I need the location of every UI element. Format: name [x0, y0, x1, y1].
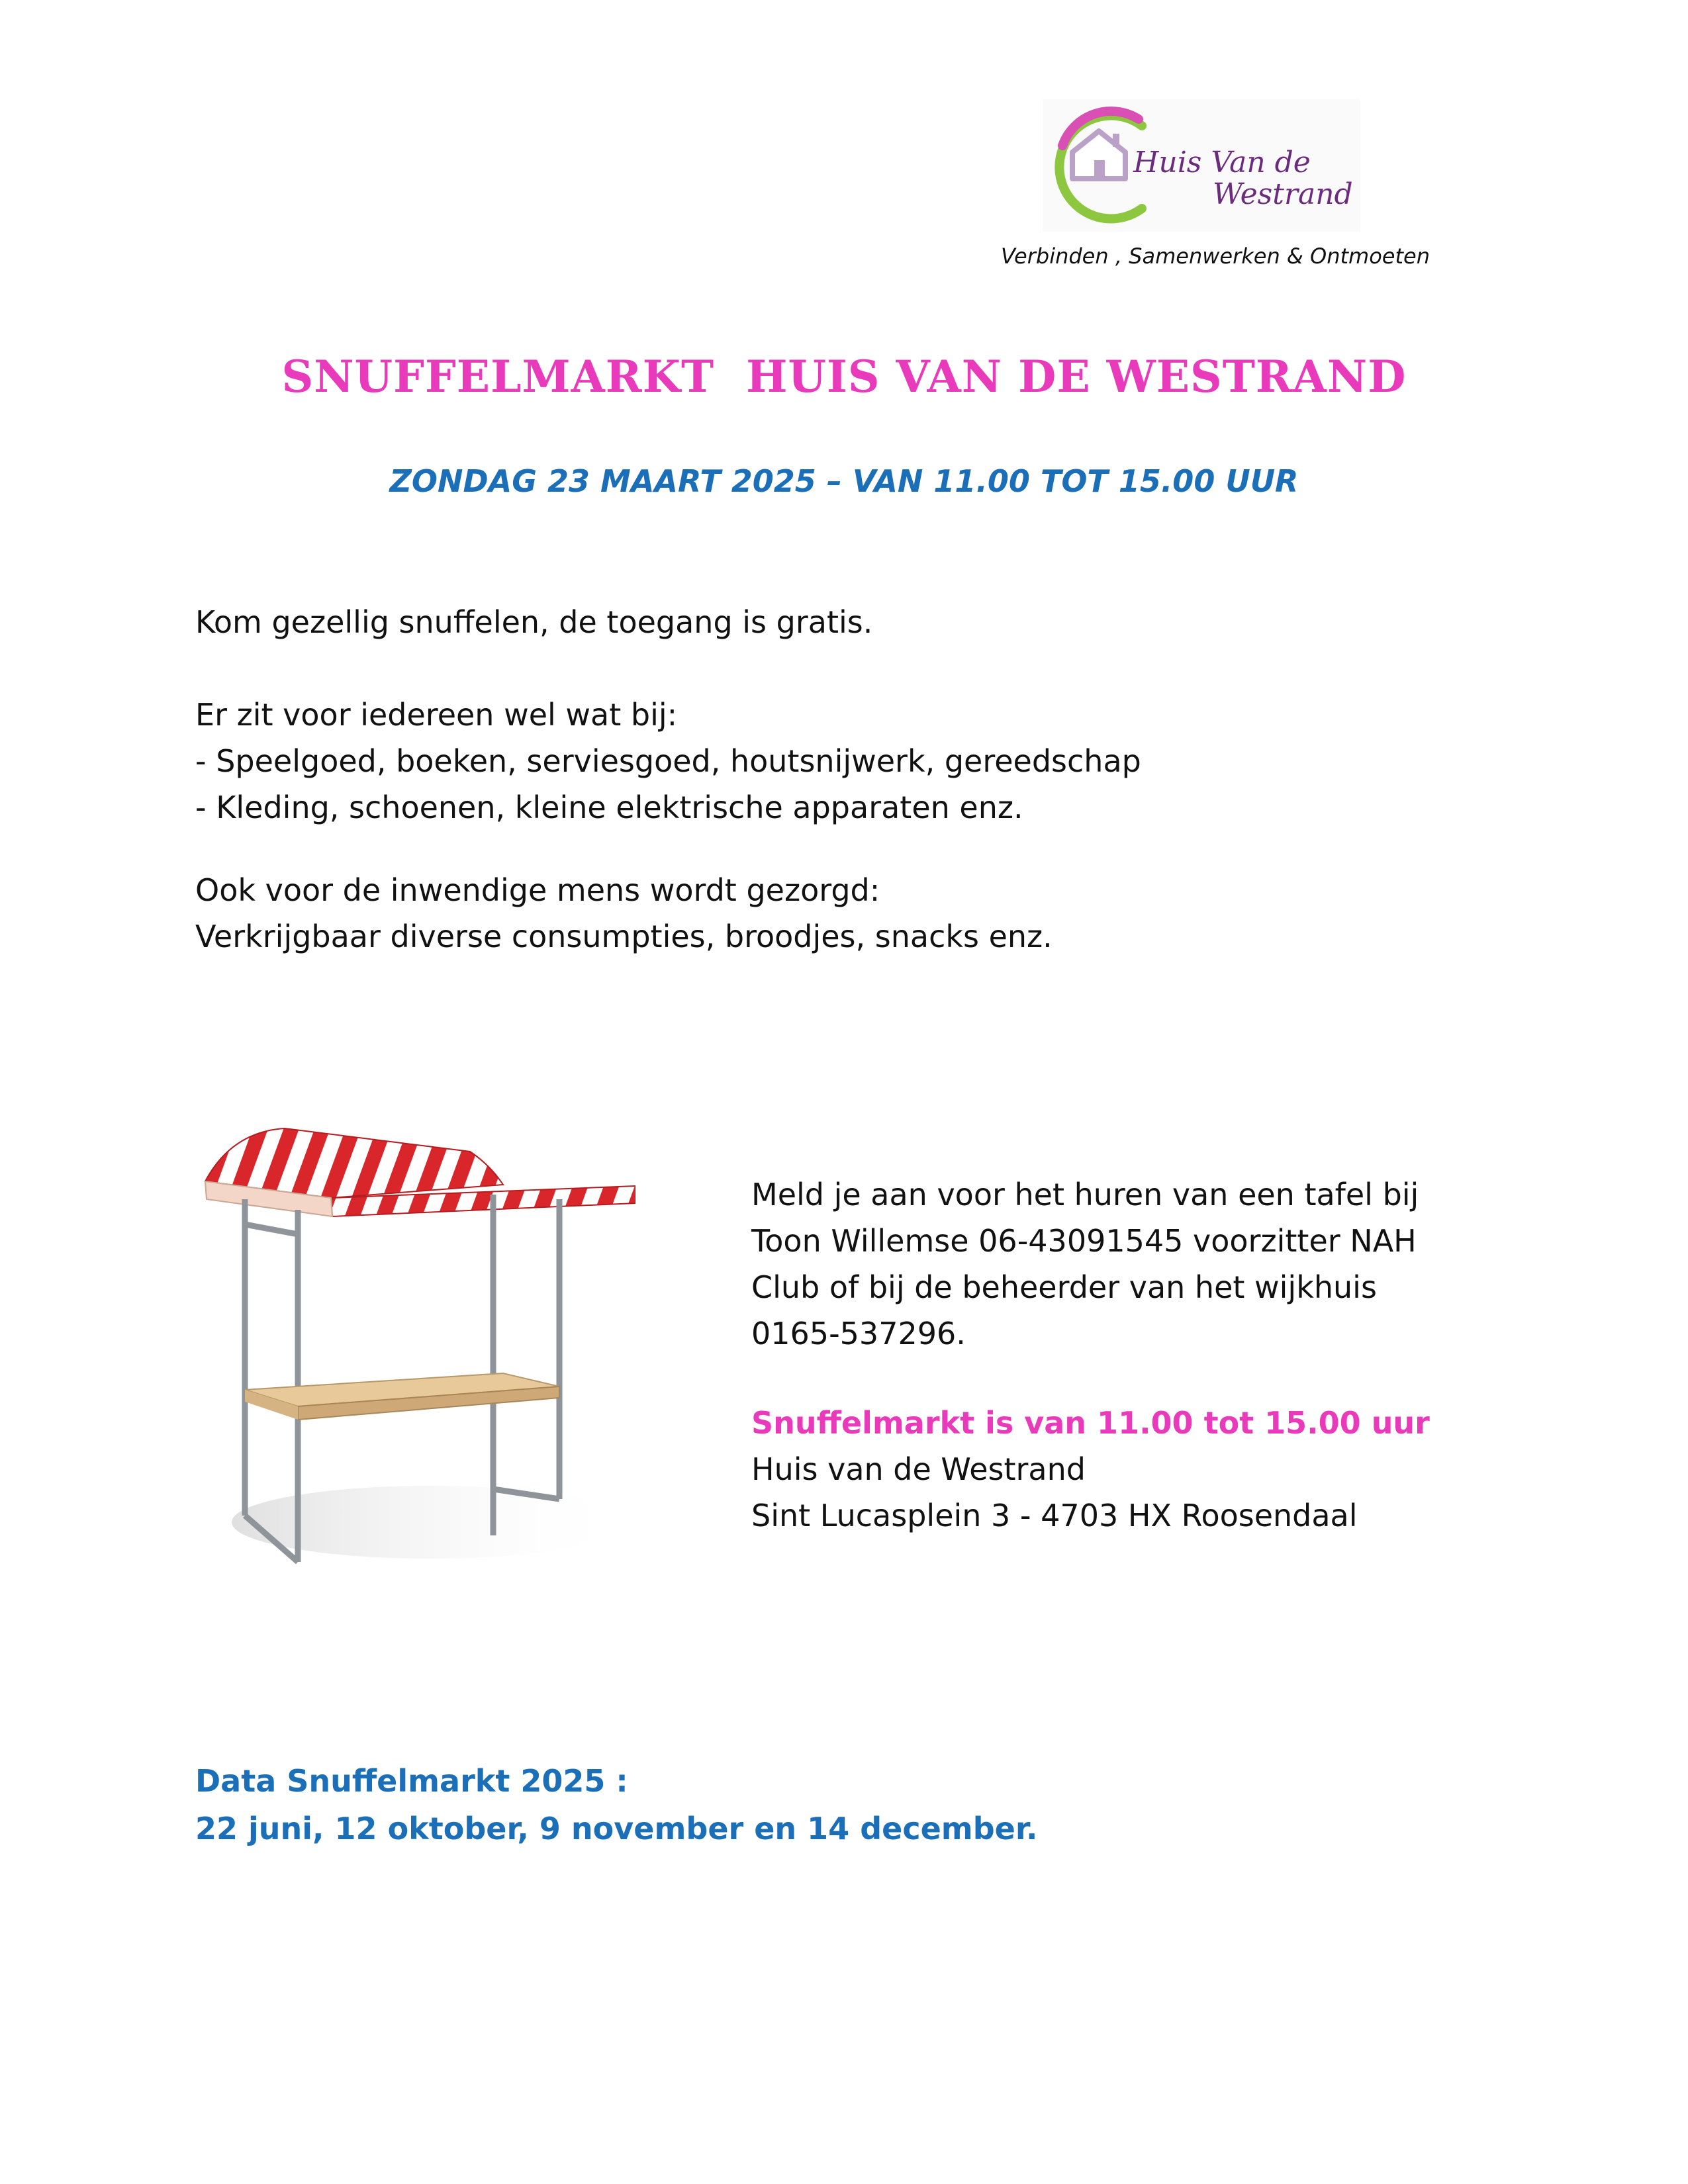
food-line-1: Ook voor de inwendige mens wordt gezorgd: [195, 872, 880, 908]
venue-name: Huis van de Westrand [751, 1451, 1086, 1487]
offer-heading: Er zit voor iedereen wel wat bij: [195, 697, 678, 733]
logo-line-1: Huis Van de [1133, 146, 1311, 179]
offer-item: - Speelgoed, boeken, serviesgoed, houtsnijwerk, gereedschap [195, 743, 1141, 779]
signup-line: Toon Willemse 06-43091545 voorzitter NAH [751, 1223, 1417, 1259]
logo-line-2: Westrand [1213, 177, 1353, 211]
dates-heading: Data Snuffelmarkt 2025 : [195, 1763, 628, 1799]
event-date-subtitle: ZONDAG 23 MAART 2025 – VAN 11.00 TOT 15.00 UUR [389, 463, 1299, 499]
offer-item: - Kleding, schoenen, kleine elektrische apparaten enz. [195, 790, 1023, 825]
food-section [195, 867, 1053, 960]
signup-section [751, 1171, 1513, 1357]
market-stall-image [192, 1125, 635, 1588]
dates-section [195, 1757, 1037, 1852]
logo-wordmark [1133, 147, 1372, 210]
offer-section [195, 692, 1141, 831]
intro-text: Kom gezellig snuffelen, de toegang is gratis. [195, 604, 873, 640]
venue-address: Sint Lucasplein 3 - 4703 HX Roosendaal [751, 1498, 1358, 1533]
signup-line: 0165-537296. [751, 1316, 966, 1351]
hours-heading: Snuffelmarkt is van 11.00 tot 15.00 uur [751, 1405, 1430, 1441]
tagline: Verbinden , Samenwerken & Ontmoeten [1001, 244, 1430, 269]
location-info [751, 1400, 1513, 1539]
page-title: SNUFFELMARKT HUIS VAN DE WESTRAND [281, 351, 1407, 402]
signup-line: Meld je aan voor het huren van een tafel bij [751, 1177, 1419, 1212]
market-stall-icon [192, 1125, 635, 1588]
dates-list: 22 juni, 12 oktober, 9 november en 14 december. [195, 1811, 1038, 1846]
food-line-2: Verkrijgbaar diverse consumpties, broodjes, snacks enz. [195, 919, 1053, 954]
signup-line: Club of bij de beheerder van het wijkhuis [751, 1269, 1377, 1305]
